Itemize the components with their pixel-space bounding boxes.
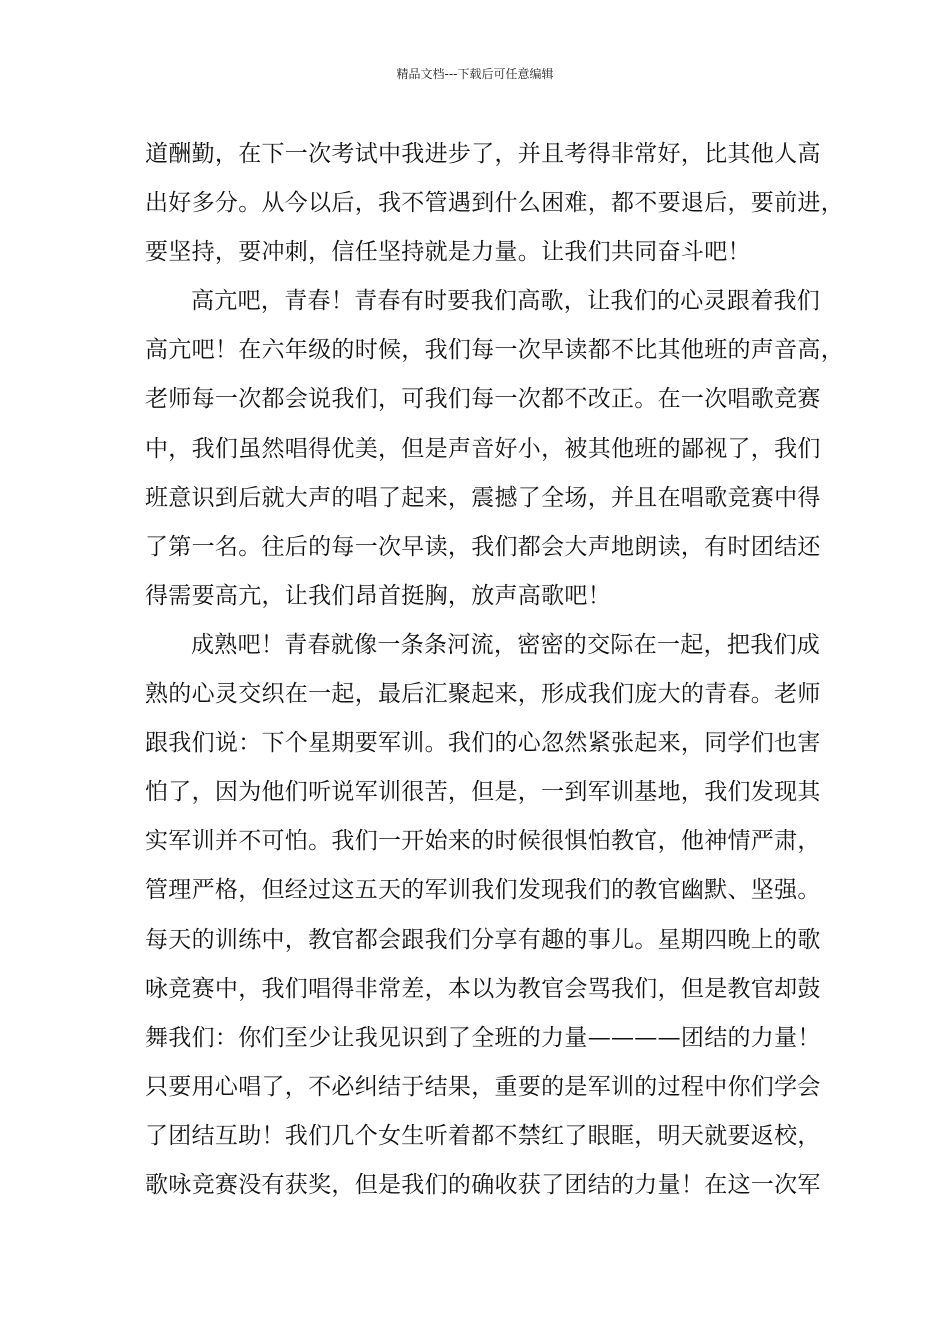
text-line: 得需要高亢，让我们昂首挺胸，放声高歌吧！ — [145, 582, 611, 609]
paragraph-start-line: 成熟吧！青春就像一条条河流，密密的交际在一起，把我们成 — [191, 631, 821, 658]
text-line: 班意识到后就大声的唱了起来，震撼了全场，并且在唱歌竞赛中得 — [145, 484, 821, 511]
text-line: 出好多分。从今以后，我不管遇到什么困难，都不要退后，要前进， — [145, 190, 844, 217]
text-line: 实军训并不可怕。我们一开始来的时候很惧怕教官，他神情严肃， — [145, 828, 821, 855]
page-header: 精品文档---下载后可任意编辑 — [396, 67, 554, 81]
text-line: 跟我们说：下个星期要军训。我们的心忽然紧张起来，同学们也害 — [145, 730, 821, 757]
text-line: 歌咏竞赛没有获奖，但是我们的确收获了团结的力量！在这一次军 — [145, 1171, 821, 1198]
paragraph-start-line: 高亢吧，青春！青春有时要我们高歌，让我们的心灵跟着我们 — [191, 288, 821, 315]
text-line: 道酬勤，在下一次考试中我进步了，并且考得非常好，比其他人高 — [145, 141, 821, 167]
text-line: 高亢吧！在六年级的时候，我们每一次早读都不比其他班的声音高， — [145, 337, 844, 364]
text-line: 每天的训练中，教官都会跟我们分享有趣的事儿。星期四晚上的歌 — [145, 926, 821, 953]
text-line: 只要用心唱了，不必纠结于结果，重要的是军训的过程中你们学会 — [145, 1073, 821, 1100]
text-line: 了第一名。往后的每一次早读，我们都会大声地朗读，有时团结还 — [145, 533, 821, 560]
text-line: 舞我们：你们至少让我见识到了全班的力量————团结的力量！ — [145, 1024, 821, 1051]
text-line: 怕了，因为他们听说军训很苦，但是，一到军训基地，我们发现其 — [145, 779, 821, 806]
body-text — [145, 130, 844, 1210]
text-line: 管理严格，但经过这五天的军训我们发现我们的教官幽默、坚强。 — [145, 877, 821, 904]
text-line: 老师每一次都会说我们，可我们每一次都不改正。在一次唱歌竞赛 — [145, 386, 821, 413]
text-line: 中，我们虽然唱得优美，但是声音好小，被其他班的鄙视了，我们 — [145, 435, 821, 462]
text-line: 咏竞赛中，我们唱得非常差，本以为教官会骂我们，但是教官却鼓 — [145, 975, 821, 1002]
text-line: 了团结互助！我们几个女生听着都不禁红了眼眶，明天就要返校， — [145, 1122, 821, 1149]
text-line: 要坚持，要冲刺，信任坚持就是力量。让我们共同奋斗吧！ — [145, 239, 751, 266]
text-line: 熟的心灵交织在一起，最后汇聚起来，形成我们庞大的青春。老师 — [145, 681, 821, 708]
